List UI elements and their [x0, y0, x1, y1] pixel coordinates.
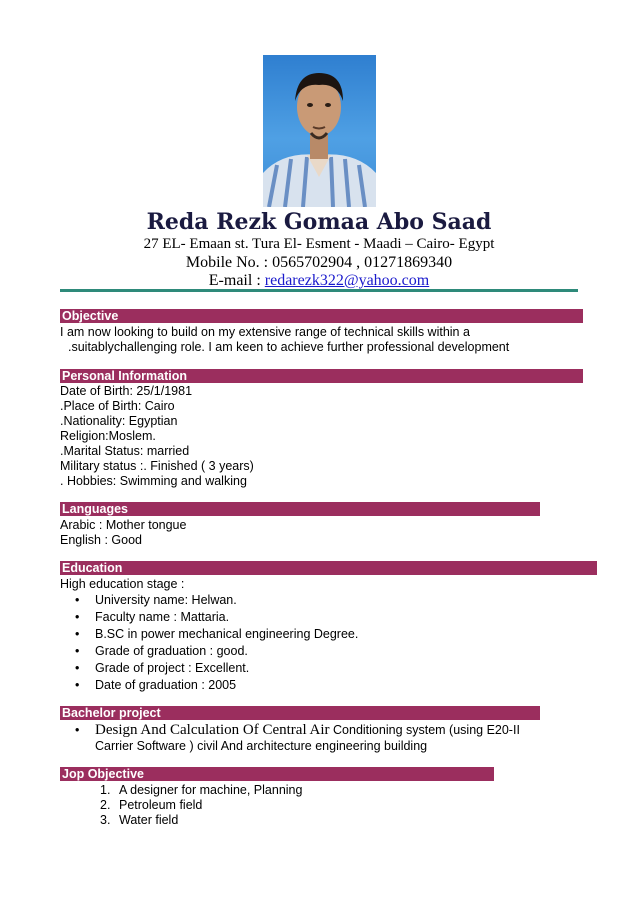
bachelor-item: • Design And Calculation Of Central Air Conditioning system (using E20-II: [75, 722, 520, 738]
email-line: [0, 272, 638, 290]
section-education: Education: [60, 561, 597, 575]
education-item: • Faculty name : Mattaria.: [75, 610, 230, 624]
section-personal-information: Personal Information: [60, 369, 583, 383]
education-item: • Grade of graduation : good.: [75, 644, 248, 658]
language-line: Arabic : Mother tongue: [60, 518, 187, 532]
job-item: 1. A designer for machine, Planning: [100, 783, 303, 797]
education-item: • University name: Helwan.: [75, 593, 237, 607]
bachelor-item-continued: Carrier Software ) civil And architecture engineering building: [95, 739, 428, 753]
email-label: E-mail :: [208, 272, 265, 289]
email-link[interactable]: redarezk322@yahoo.com: [264, 272, 430, 289]
section-bachelor-project: Bachelor project: [60, 706, 540, 720]
section-objective: Objective: [60, 309, 583, 323]
mobile-number: Mobile No. : 0565702904 , 01271869340: [185, 254, 453, 271]
objective-line: I am now looking to build on my extensive range of technical skills within a: [60, 325, 470, 339]
job-item: 2. Petroleum field: [100, 798, 203, 812]
personal-line: . Hobbies: Swimming and walking: [60, 474, 247, 488]
personal-line: Military status :. Finished ( 3 years): [60, 459, 254, 473]
personal-line: .Marital Status: married: [60, 444, 190, 458]
section-languages: Languages: [60, 502, 540, 516]
personal-line: Date of Birth: 25/1/1981: [60, 384, 193, 398]
header-divider: [60, 289, 578, 292]
candidate-name: Reda Rezk Gomaa Abo Saad: [146, 209, 492, 235]
education-item: • B.SC in power mechanical engineering Degree.: [75, 627, 359, 641]
personal-line: .Place of Birth: Cairo: [60, 399, 175, 413]
education-item: • Grade of project : Excellent.: [75, 661, 250, 675]
objective-line: .suitablychallenging role. I am keen to achieve further professional development: [68, 340, 510, 354]
education-intro: High education stage :: [60, 577, 185, 591]
section-job-objective: Jop Objective: [60, 767, 494, 781]
address: 27 EL- Emaan st. Tura El- Esment - Maadi – Cairo- Egypt: [143, 236, 495, 252]
profile-photo: [263, 55, 376, 207]
education-item: • Date of graduation : 2005: [75, 678, 237, 692]
personal-line: .Nationality: Egyptian: [60, 414, 178, 428]
personal-line: Religion:Moslem.: [60, 429, 156, 443]
job-item: 3. Water field: [100, 813, 179, 827]
language-line: English : Good: [60, 533, 142, 547]
